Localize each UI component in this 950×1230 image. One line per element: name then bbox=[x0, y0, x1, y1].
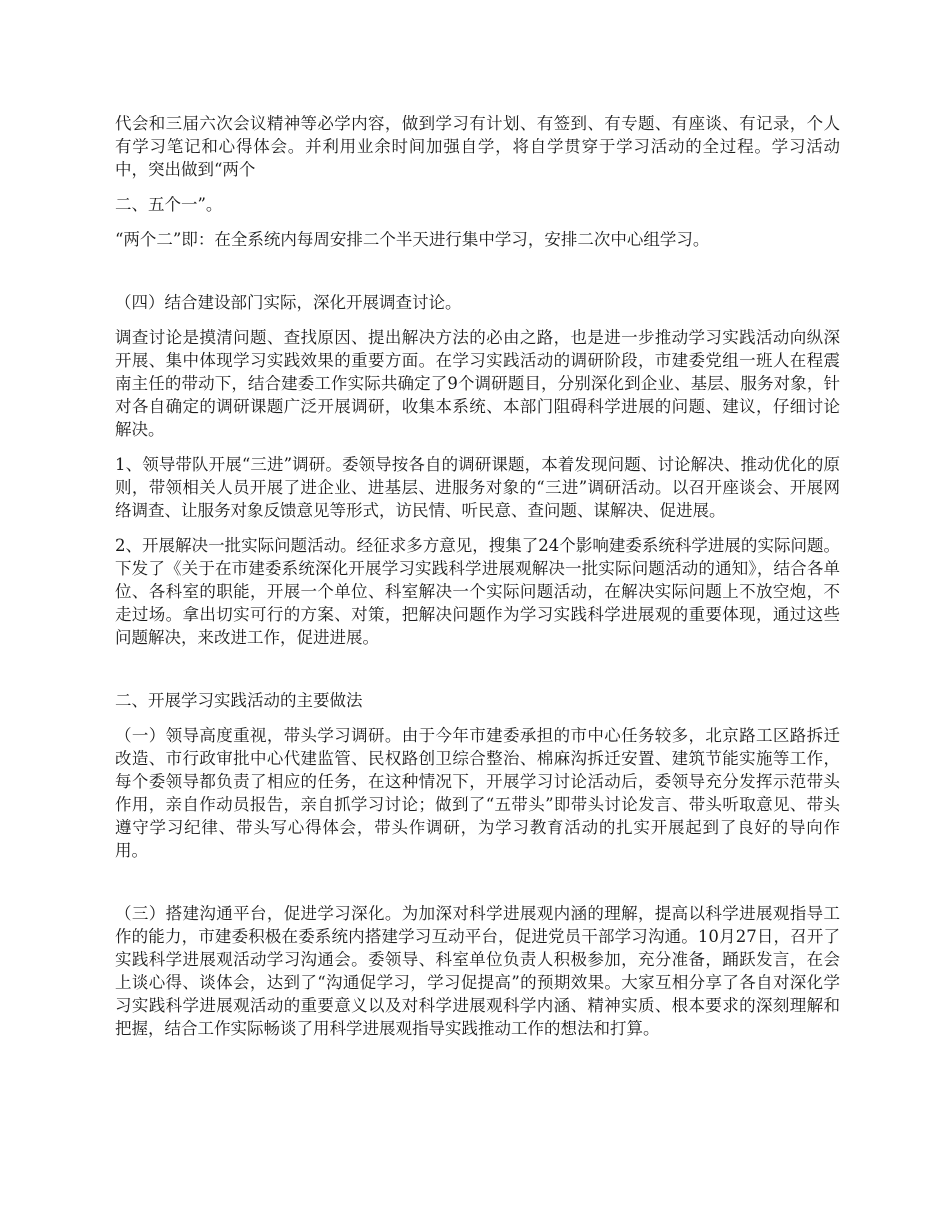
paragraph-two-twos: “两个二”即：在全系统内每周安排二个半天进行集中学习，安排二次中心组学习。 bbox=[115, 230, 710, 249]
spacer bbox=[115, 874, 840, 902]
document-page bbox=[115, 112, 840, 1052]
paragraph-solve-problems: 2、开展解决一批实际问题活动。经征求多方意见，搜集了24个影响建委系统科学进展的实际问题。下发了《关于在市建委系统深化开展学习实践科学进展观解决一批实际问题活动的通知》，结合各单位、各科室的职能，开展一个单位、科室解决一个实际问题活动，在解决实际问题上不放空炮，不走过场。拿出切实可行的方案、对策，把解决问题作为学习实践科学进展观的重要体现，通过这些问题解决，来改进工作，促进进展。 bbox=[115, 536, 840, 647]
paragraph-study-plan: 代会和三届六次会议精神等必学内容，做到学习有计划、有签到、有专题、有座谈、有记录，个人有学习笔记和心得体会。并利用业余时间加强自学，将自学贯穿于学习活动的全过程。学习活动中，突出做到“两个 bbox=[115, 114, 840, 179]
spacer bbox=[115, 661, 840, 689]
spacer bbox=[115, 263, 840, 291]
paragraph-communication-platform: （三）搭建沟通平台，促进学习深化。为加深对科学进展观内涵的理解，提高以科学进展观指导工作的能力，市建委积极在委系统内搭建学习互动平台，促进党员干部学习沟通。10月27日，召开了实践科学进展观活动学习沟通会。委领导、科室单位负责人积极参加，充分准备，踊跃发言，在会上谈心得、谈体会，达到了“沟通促学习，学习促提高”的预期效果。大家互相分享了各自对深化学习实践科学进展观活动的重要意义以及对科学进展观科学内涵、精神实质、根本要求的深刻理解和把握，结合工作实际畅谈了用科学进展观指导实践推动工作的想法和打算。 bbox=[115, 904, 840, 1038]
paragraph-five-ones: 二、五个一”。 bbox=[115, 195, 223, 214]
paragraph-three-visits: 1、领导带队开展“三进”调研。委领导按各自的调研课题，本着发现问题、讨论解决、推动优化的原则，带领相关人员开展了进企业、进基层、进服务对象的“三进”调研活动。以召开座谈会、开展网络调查、让服务对象反馈意见等形式，访民情、听民意、查问题、谋解决、促进展。 bbox=[115, 455, 840, 520]
paragraph-investigation: 调查讨论是摸清问题、查找原因、提出解决方法的必由之路，也是进一步推动学习实践活动向纵深开展、集中体现学习实践效果的重要方面。在学习实践活动的调研阶段，市建委党组一班人在程震南主任的带动下，结合建委工作实际共确定了9个调研题目，分别深化到企业、基层、服务对象，针对各自确定的调研课题广泛开展调研，收集本系统、本部门阻碍科学进展的问题、建议，仔细讨论解决。 bbox=[115, 328, 840, 439]
section-heading-4: （四）结合建设部门实际，深化开展调查讨论。 bbox=[115, 293, 462, 312]
section-heading-main-practices: 二、开展学习实践活动的主要做法 bbox=[115, 691, 363, 710]
paragraph-leadership: （一）领导高度重视，带头学习调研。由于今年市建委承担的市中心任务较多，北京路工区路拆迁改造、市行政审批中心代建监管、民权路创卫综合整治、棉麻沟拆迁安置、建筑节能实施等工作，每个委领导都负责了相应的任务，在这种情况下，开展学习讨论活动后，委领导充分发挥示范带头作用，亲自作动员报告，亲自抓学习讨论；做到了“五带头”即带头讨论发言、带头听取意见、带头遵守学习纪律、带头写心得体会，带头作调研，为学习教育活动的扎实开展起到了良好的导向作用。 bbox=[115, 726, 840, 860]
